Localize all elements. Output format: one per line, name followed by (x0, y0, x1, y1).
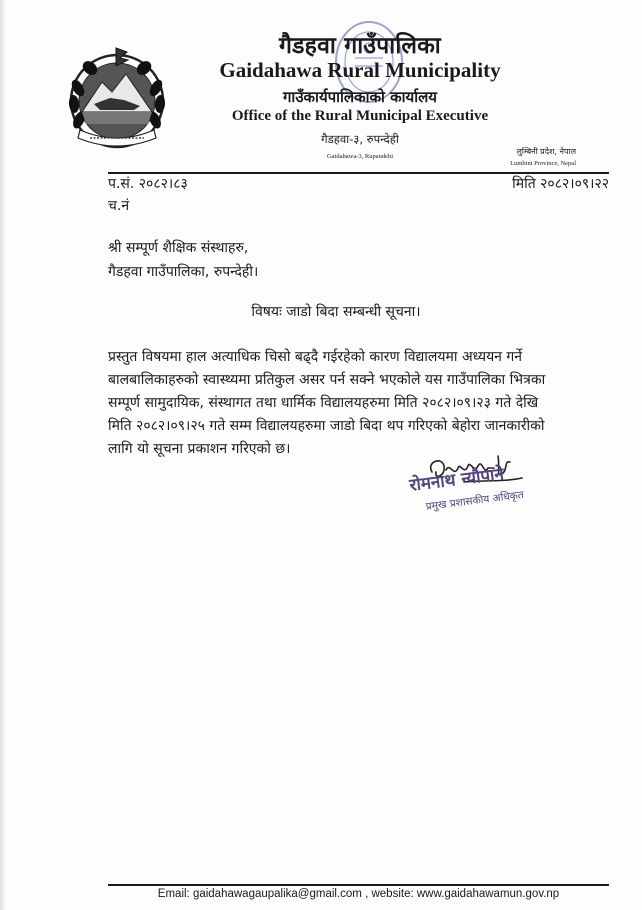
province-english: Lumbini Province, Nepal (510, 160, 576, 167)
reference-number: प.सं. २०८२।८३ (108, 176, 188, 192)
body-line: बालबालिकाहरुको स्वास्थ्यमा प्रतिकुल असर पर्न सक्ने भएकोले यस गाउँपालिका भित्रका (108, 372, 546, 388)
recipient-line-2: गैडहवा गाउँपालिका, रुपन्देही। (108, 264, 259, 280)
letter-body (108, 346, 609, 461)
office-name-english: Office of the Rural Municipal Executive (231, 108, 489, 124)
office-name-nepali: गाउँकार्यपालिकाको कार्यालय (282, 88, 437, 106)
municipality-name-english: Gaidahawa Rural Municipality (219, 58, 501, 82)
dispatch-number: च.नं (108, 198, 130, 214)
address-nepali: गैडहवा-३, रुपन्देही (321, 132, 399, 146)
letter-date: मिति २०८२।०९।२२ (512, 176, 609, 192)
body-line: सम्पूर्ण सामुदायिक, संस्थागत तथा धार्मिक विद्यालयहरुमा मिति २०८२।०९।२३ गते देखि (108, 395, 539, 411)
footer-divider (108, 884, 609, 886)
scan-edge-shadow (0, 0, 6, 910)
signatory-name: रोमनाथ न्यौपाने (408, 464, 506, 496)
signatory-designation: प्रमुख प्रशासकीय अधिकृत (425, 488, 525, 513)
body-line: लागि यो सूचना प्रकाशन गरिएको छ। (108, 441, 291, 457)
municipality-name-nepali: गैडहवा गाउँपालिका (279, 33, 441, 59)
address-english: Gaidahawa-3, Rupandehi (326, 153, 394, 160)
footer-contact: Email: gaidahawagaupalika@gmail.com , website: www.gaidahawamun.gov.np (157, 888, 560, 900)
body-line: प्रस्तुत विषयमा हाल अत्याधिक चिसो बढ्दै गईरहेको कारण विद्यालयमा अध्ययन गर्ने (108, 349, 523, 365)
province-nepali: लुम्बिनी प्रदेश, नेपाल (516, 147, 576, 156)
recipient-line-1: श्री सम्पूर्ण शैक्षिक संस्थाहरु, (108, 240, 249, 256)
body-line: मिति २०८२।०९।२५ गते सम्म विद्यालयहरुमा जाडो बिदा थप गरिएको बेहोरा जानकारीको (108, 418, 545, 434)
letter-subject: विषयः जाडो बिदा सम्बन्धी सूचना। (251, 304, 421, 320)
nepal-emblem-icon (64, 46, 170, 152)
